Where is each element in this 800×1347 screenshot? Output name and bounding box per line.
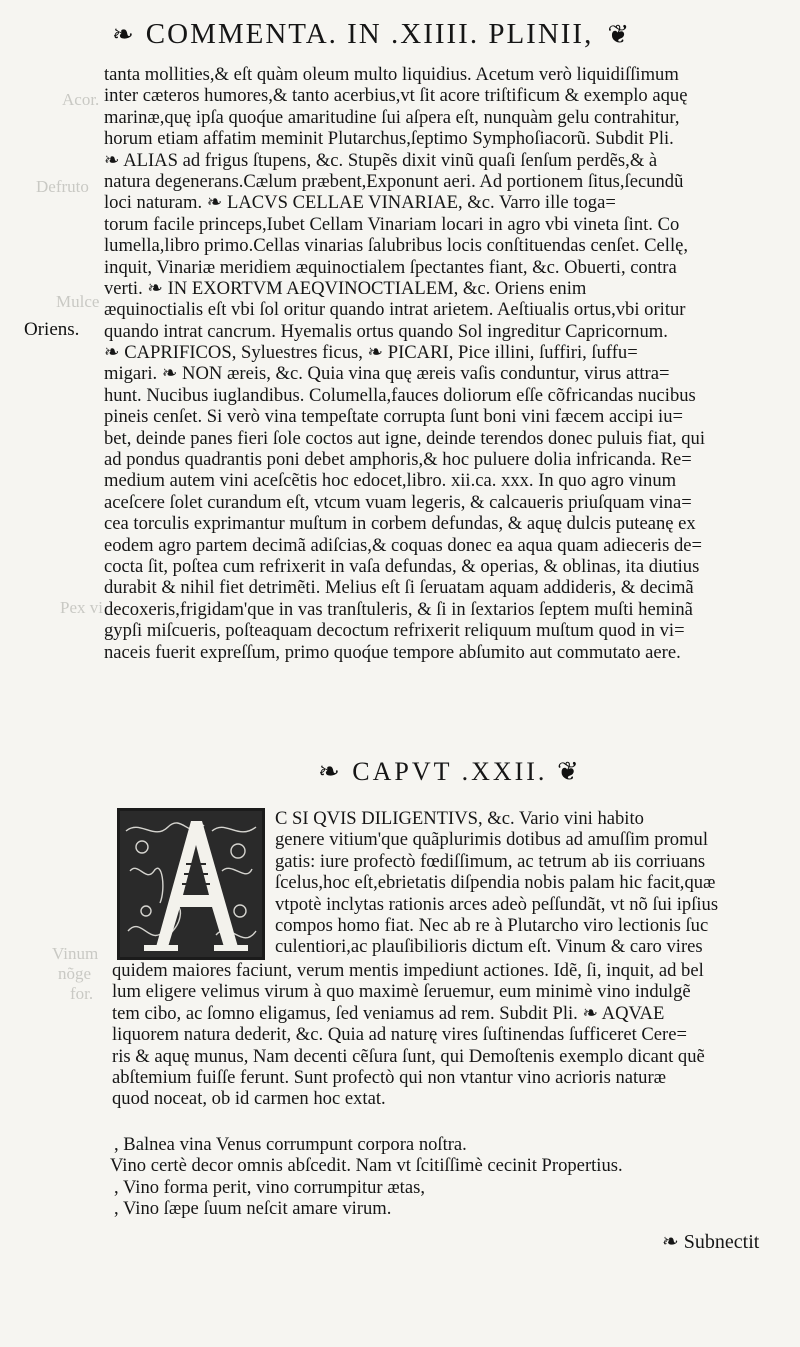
verse-line: , Balnea vina Venus corrumpunt corpora noſtra.	[114, 1134, 467, 1155]
text-line: gatis: iure profectò fœdiſſimum, ac tetrum ab iis corriuans	[275, 850, 706, 872]
fleuron-right-icon: ❦	[607, 19, 632, 49]
margin-note-defruto: Defruto	[36, 177, 89, 196]
text-line: inquit, Vinariæ meridiem æquinoctialem ſpectantes fiant, &c. Obuerti, contra	[104, 256, 677, 278]
text-line: quidem maiores faciunt, verum mentis impediunt actiones. Idẽ, ſi, inquit, ad bel	[112, 960, 704, 981]
text-line: durabit & nihil fiet detrimẽti. Melius eſt ſi ſeruatam aquam addideris, & decimã	[104, 577, 694, 599]
text-line: naceis fuerit expreſſum, primo quoq́ue tempore abſumito aut commutato aere.	[104, 641, 681, 663]
text-line: pineis cenſet. Si verò vina tempeſtate corrupta ſunt boni vini fæcem accipi iu=	[104, 406, 683, 428]
catchword: ❧ Subnectit	[662, 1231, 760, 1253]
chapter-text-full	[112, 960, 772, 1110]
text-line: eodem agro partem decimã adiſcias,& coquas donec ea aqua quam adieceris de=	[104, 534, 702, 556]
text-line: vtpotè inclytas rationis arces adeò peſſundãt, vt nõ ſui ipſius	[275, 893, 719, 915]
verse-line: , Vino forma perit, vino corrumpitur ætas,	[114, 1176, 425, 1198]
chapter-heading	[318, 757, 582, 787]
text-line: cocta ſit, poſtea cum refrixerit in vaſa defundas, & operias, & oblinas, ita diutius	[104, 555, 700, 577]
decorated-initial	[117, 808, 265, 960]
text-line: bet, deinde panes fieri ſole coctos aut igne, deinde terendos donec puluis fiat, qui	[104, 427, 706, 449]
margin-note-mulce: Mulce	[56, 292, 100, 311]
verse-line: Vino certè decor omnis abſcedit. Nam vt ſcitiſſimè cecinit Propertius.	[110, 1155, 623, 1177]
top-text-block	[104, 64, 766, 663]
text-line: aceſcere ſolet curandum eſt, vtcum vuam legeris, & calcaueris priuſquam vina=	[104, 491, 692, 513]
text-line: lum eligere velimus virum à quo maximè ſeruemur, eum minimè vino indulgẽ	[112, 981, 691, 1003]
text-line: lumella,libro primo.Cellas vinarias ſalubribus locis conſtituendas cenſet. Cellę,	[104, 235, 689, 257]
text-line: migari. ❧ NON æreis, &c. Quia vina quę æreis vaſis conduntur, virus attra=	[104, 363, 670, 385]
text-line: horum etiam affatim meminit Plutarchus,ſeptimo Symphoſiacorũ. Subdit Pli.	[104, 128, 674, 150]
text-line: tanta mollities,& eſt quàm oleum multo liquidius. Acetum verò liquidiſſimum	[104, 64, 679, 85]
text-line: gypſi miſcueris, poſteaquam decoctum refrixerit reliquum muſtum quod in vi=	[104, 620, 685, 642]
text-line: ❧ CAPRIFICOS, Syluestres ficus, ❧ PICARI, Pice illini, ſuffiri, ſuffu=	[104, 342, 638, 364]
text-line: culentiori,ac plauſibilioris dictum eſt. Vinum & caro vires	[275, 936, 703, 958]
text-line: liquorem natura dederit, &c. Quia ad naturę vires ſuſtinendas ſufficeret Cere=	[112, 1024, 687, 1046]
fleuron-right-icon: ❦	[556, 757, 582, 786]
text-line: ris & aquę munus, Nam decenti cẽſura ſunt, qui Demoſtenis exemplo dicant quẽ	[112, 1045, 705, 1067]
text-line: decoxeris,frigidam'que in vas tranſtuleris, & ſi in ſextarios ſeptem muſti heminã	[104, 598, 693, 620]
chapter-title: CAPVT .XXII.	[352, 757, 548, 786]
text-line: inter cæteros humores,& tanto acerbius,vt ſit acore triſtificum & exemplo aquę	[104, 85, 688, 107]
margin-note-vinum: Vinum	[52, 944, 99, 963]
fleuron-left-icon: ❧	[112, 19, 136, 49]
fleuron-left-icon: ❧	[318, 757, 343, 786]
text-line: genere vitium'que quãplurimis dotibus ad amuſſim promul	[275, 829, 709, 851]
text-line: medium autem vini aceſcẽtis hoc edocet,libro. xii.ca. xxx. In quo agro vinum	[104, 470, 677, 492]
verse-line: , Vino ſæpe ſuum neſcit amare virum.	[114, 1198, 392, 1220]
margin-note-acor: Acor.	[62, 90, 100, 109]
margin-note-for: for.	[70, 984, 94, 1003]
margin-note-oriens: Oriens.	[24, 319, 80, 340]
text-line: marinæ,quę ipſa quoq́ue amaritudine ſui aſpera eſt, nunquàm gelu contrahitur,	[104, 106, 680, 128]
running-header	[112, 18, 762, 51]
text-line: quando intrat cancrum. Hyemalis ortus quando Sol ingreditur Capricornum.	[104, 320, 668, 342]
text-line: verti. ❧ IN EXORTVM AEQVINOCTIALEM, &c. Oriens enim	[104, 277, 587, 299]
text-line: quod noceat, ob id carmen hoc extat.	[112, 1088, 386, 1110]
header-title: COMMENTA. IN .XIIII. PLINII,	[145, 18, 594, 50]
verse-block	[110, 1134, 770, 1220]
text-line: loci naturam. ❧ LACVS CELLAE VINARIAE, &c. Varro ille toga=	[104, 192, 616, 214]
text-line: ſcelus,hoc eſt,ebrietatis diſpendia nobis palam hic facit,quæ	[275, 872, 716, 894]
text-line: abſtemium fuiſſe ferunt. Sunt profectò qui non vtantur vino acrioris naturæ	[112, 1066, 667, 1088]
text-line: cea torculis exprimantur muſtum in corbem defundas, & aquę dulcis puteanę ex	[104, 513, 696, 535]
text-line: C SI QVIS DILIGENTIVS, &c. Vario vini habito	[275, 808, 644, 829]
text-line: æquinoctialis eſt vbi ſol oritur quando intrat arietem. Aeſtiualis ortus,vbi oritur	[104, 299, 686, 321]
text-line: ad pondus quadrantis poni debet amphoris,& hoc puluere dolia infricanda. Re=	[104, 449, 692, 471]
text-line: torum facile princeps,Iubet Cellam Vinariam locari in agro vbi vineta ſint. Co	[104, 213, 680, 235]
text-line: tem cibo, ac ſomno eligamus, ſed veniamus ad rem. Subdit Pli. ❧ AQVAE	[112, 1002, 665, 1024]
margin-note-noge: nõge	[58, 964, 92, 983]
woodcut-initial-a-icon	[120, 811, 262, 957]
text-line: ❧ ALIAS ad frigus ſtupens, &c. Stupẽs dixit vinũ quaſi ſenſum perdẽs,& à	[104, 149, 658, 171]
text-line: natura degenerans.Cælum præbent,Exponunt aeri. Ad portionem ſitus,ſecundũ	[104, 170, 684, 192]
text-line: compos homo fiat. Nec ab re à Plutarcho viro lectionis ſuc	[275, 914, 709, 936]
text-line: hunt. Nucibus iuglandibus. Columella,fauces doliorum eſſe cõfricandas nucibus	[104, 384, 696, 406]
chapter-text-indented	[275, 808, 775, 958]
margin-note-pex-vi: Pex vi	[60, 598, 103, 617]
